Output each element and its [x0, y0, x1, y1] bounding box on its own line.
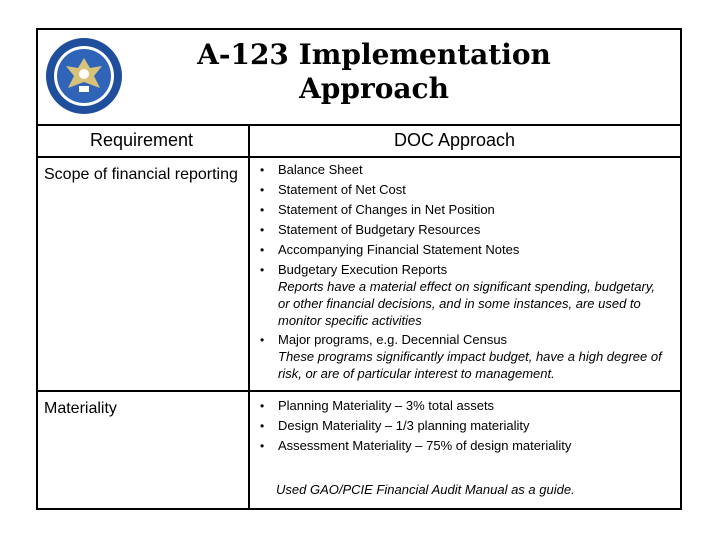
column-divider	[248, 126, 250, 508]
slide-frame	[36, 28, 682, 510]
title-box	[38, 30, 680, 126]
list-item-text: Balance Sheet	[278, 162, 363, 177]
list-item	[260, 180, 668, 200]
title-line-1: A-123 Implementation	[197, 38, 551, 71]
bullet-icon: •	[260, 263, 265, 277]
list-item	[260, 160, 668, 180]
list-item-text: Budgetary Execution Reports	[278, 262, 448, 277]
list-item	[260, 330, 668, 350]
bullet-icon: •	[260, 243, 265, 257]
list-item-note: These programs significantly impact budget, have a high degree of risk, or are of particular interest to management.	[278, 349, 662, 381]
list-item-text: Assessment Materiality – 75% of design materiality	[278, 438, 572, 453]
page-title	[128, 38, 620, 106]
list-item-text: Accompanying Financial Statement Notes	[278, 242, 520, 257]
bullet-icon: •	[260, 183, 265, 197]
title-line-2: Approach	[299, 72, 449, 105]
list-item	[260, 220, 668, 240]
list-item	[260, 436, 668, 456]
list-item-text: Design Materiality – 1/3 planning materiality	[278, 418, 530, 433]
list-item	[260, 260, 668, 280]
row-divider	[38, 390, 680, 392]
header-approach: DOC Approach	[394, 130, 516, 150]
list-item	[260, 200, 668, 220]
header-divider	[38, 156, 680, 158]
list-item-note: Reports have a material effect on significant spending, budgetary, or other financial decisions, and in some instances, are used to monitor specific activities	[278, 279, 655, 328]
list-item	[260, 396, 668, 416]
bullet-icon: •	[260, 399, 265, 413]
list-item-text: Planning Materiality – 3% total assets	[278, 398, 495, 413]
list-item	[260, 240, 668, 260]
department-seal-icon	[44, 36, 124, 116]
bullet-icon: •	[260, 203, 265, 217]
footnote: Used GAO/PCIE Financial Audit Manual as a guide.	[276, 482, 575, 497]
list-item	[260, 416, 668, 436]
bullet-icon: •	[260, 223, 265, 237]
requirement-materiality: Materiality	[44, 400, 117, 417]
list-item-text: Statement of Budgetary Resources	[278, 222, 481, 237]
bullet-icon: •	[260, 163, 265, 177]
approach-list-materiality	[260, 396, 668, 456]
approach-list-scope	[260, 160, 668, 383]
bullet-icon: •	[260, 439, 265, 453]
list-item-text: Major programs, e.g. Decennial Census	[278, 332, 508, 347]
bullet-icon: •	[260, 419, 265, 433]
list-item-text: Statement of Changes in Net Position	[278, 202, 495, 217]
list-item-text: Statement of Net Cost	[278, 182, 406, 197]
header-requirement: Requirement	[90, 130, 194, 150]
bullet-icon: •	[260, 333, 265, 347]
requirement-scope: Scope of financial reporting	[44, 166, 238, 183]
